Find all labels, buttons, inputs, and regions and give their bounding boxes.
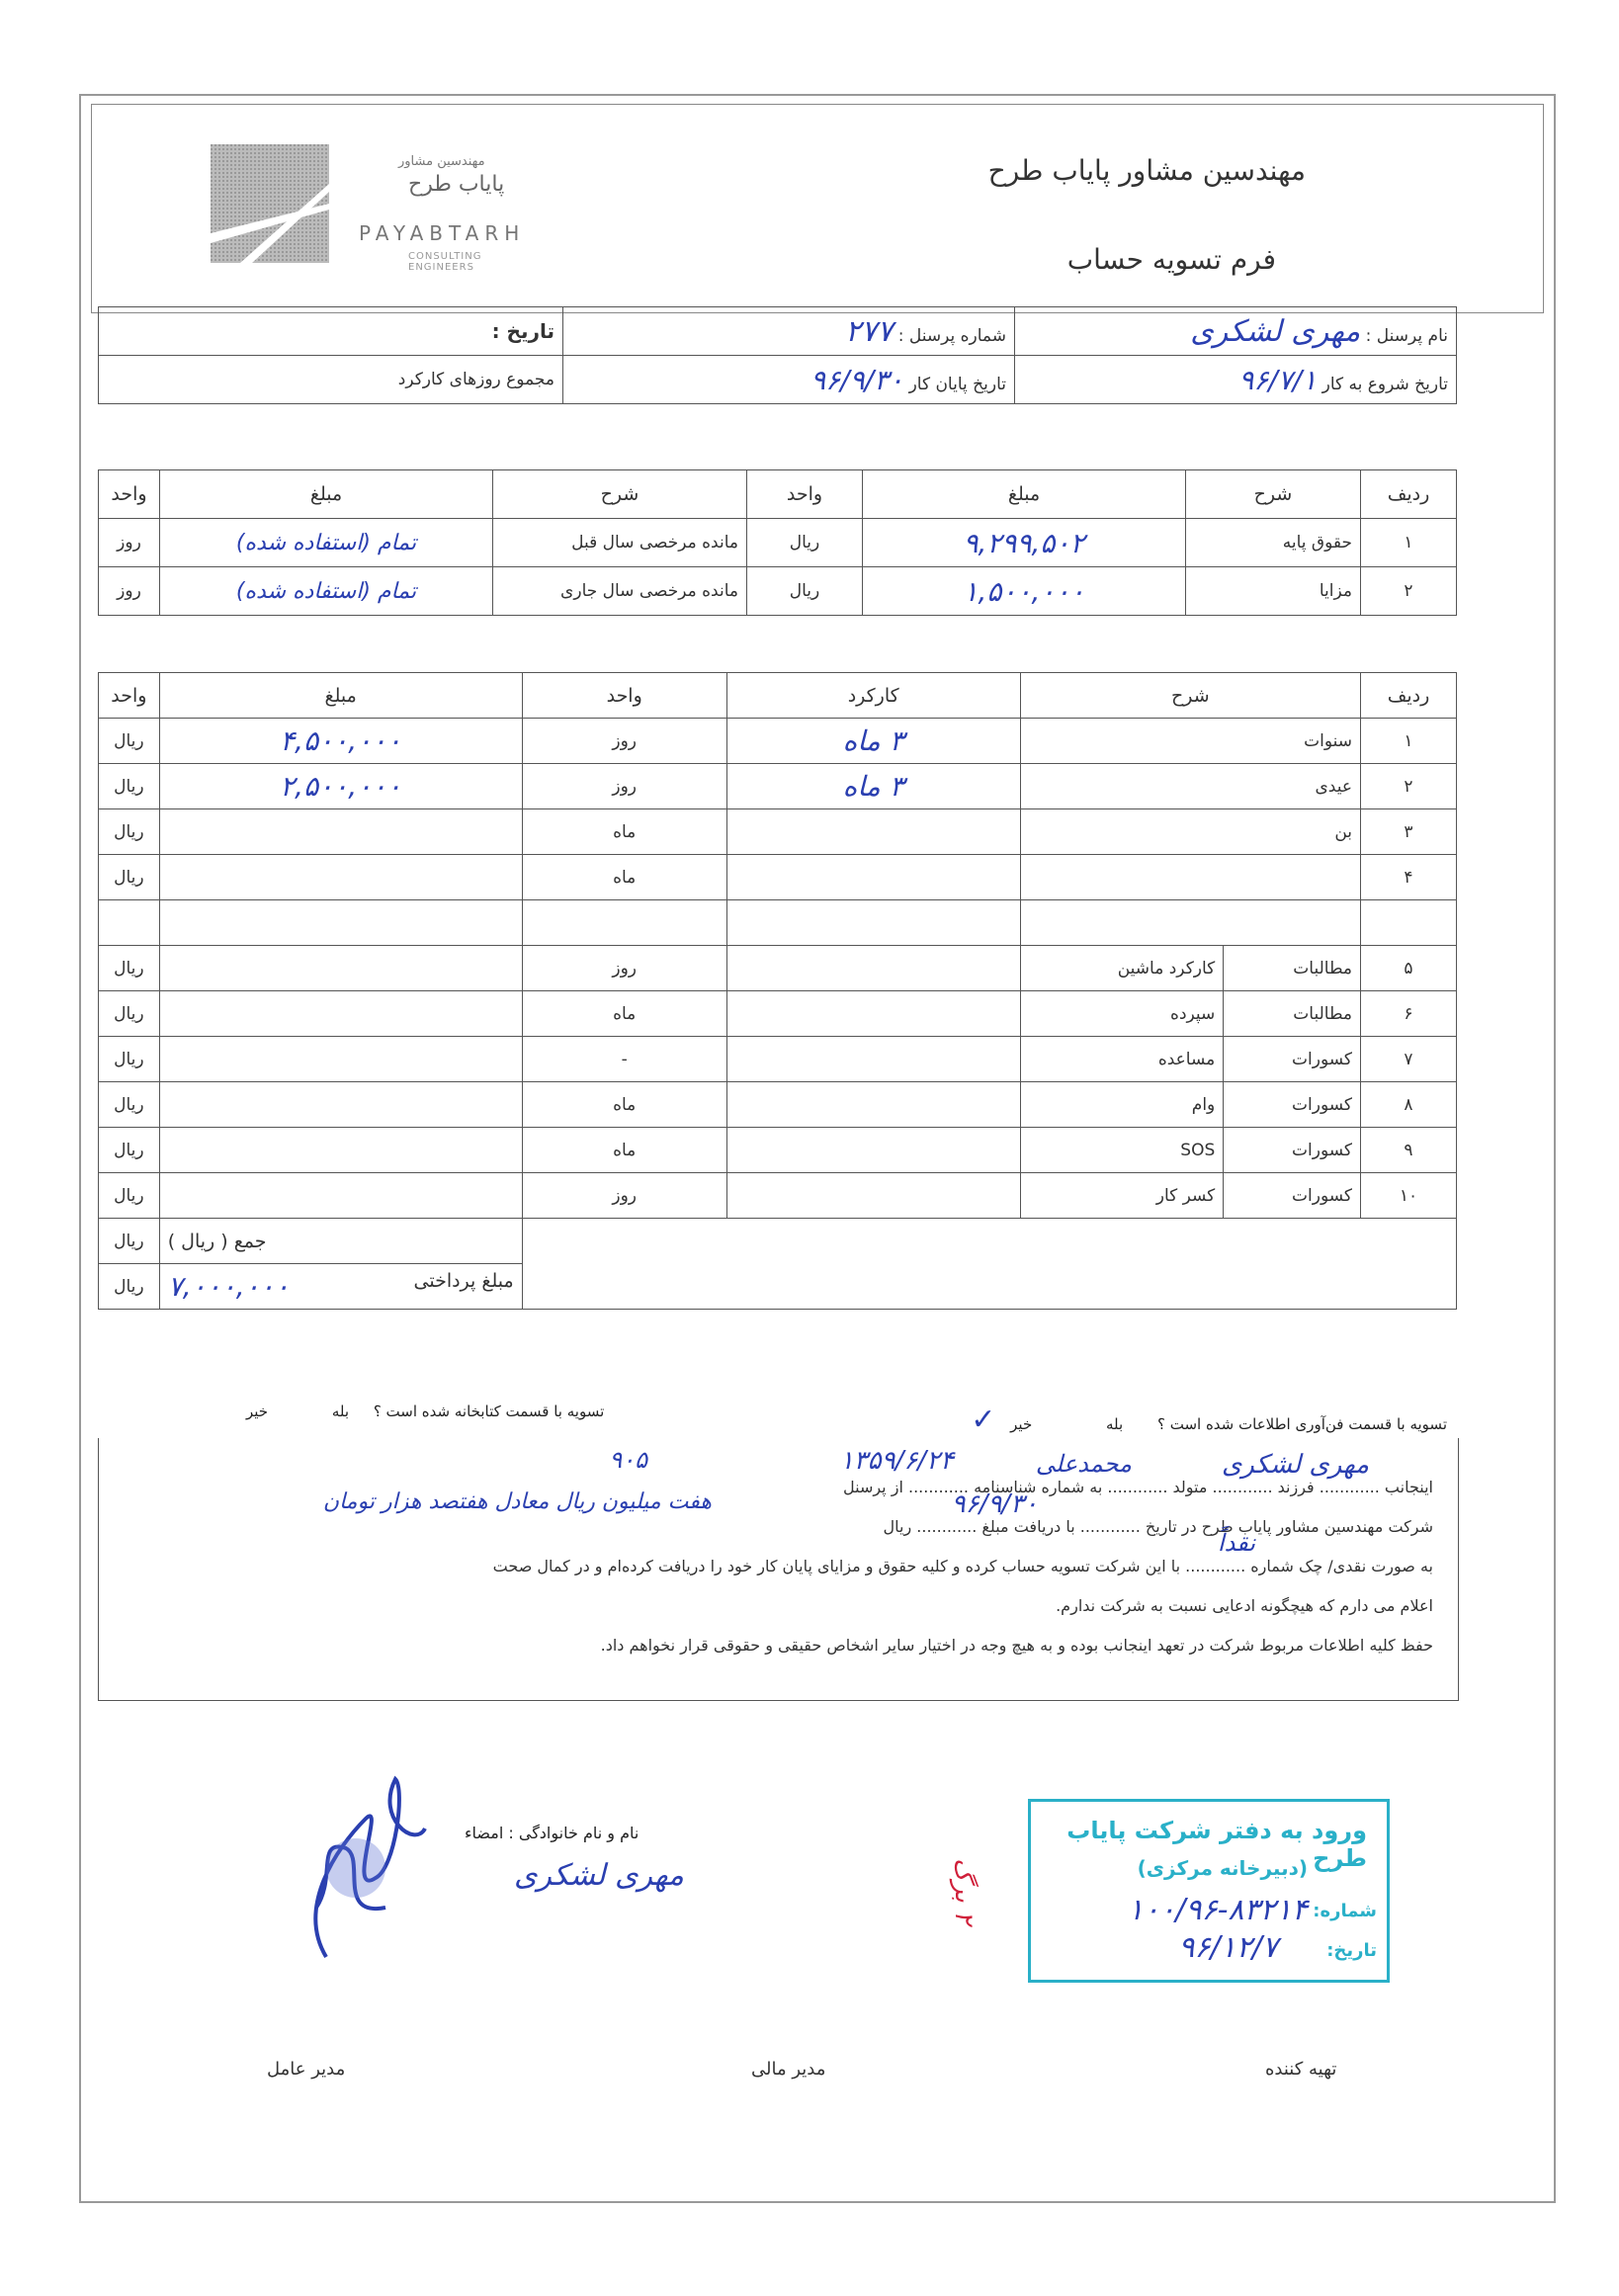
- library-yes[interactable]: بله: [331, 1403, 350, 1420]
- paid-cell: [159, 1264, 522, 1310]
- library-check: [246, 1403, 604, 1420]
- signature-icon: [277, 1759, 445, 1977]
- table-row: [99, 764, 1457, 809]
- row-unit2: ریال: [99, 719, 160, 764]
- hw-father: محمدعلی: [1035, 1450, 1132, 1478]
- hw-date: ۹۶/۹/۳۰: [951, 1489, 1038, 1519]
- row-amount: [159, 991, 522, 1037]
- row-unit: روز: [522, 764, 726, 809]
- row-unit: ریال: [747, 567, 863, 616]
- col-header: شرح: [1020, 673, 1360, 719]
- row-unit2: ریال: [99, 809, 160, 855]
- row-unit: روز: [522, 1173, 726, 1219]
- table-row: [99, 1128, 1457, 1173]
- row-unit: -: [522, 1037, 726, 1082]
- side-note: ۲ برگ: [949, 1858, 979, 1925]
- row-desc: وام: [1020, 1082, 1224, 1128]
- table-row: [99, 567, 1457, 616]
- date-cell: [99, 307, 563, 356]
- paid-label: مبلغ پرداختی: [413, 1270, 514, 1292]
- row-desc: عیدی: [1020, 764, 1360, 809]
- table-row: [99, 1037, 1457, 1082]
- end-date-cell: [563, 356, 1015, 404]
- row-no: ۴: [1361, 855, 1457, 900]
- library-no[interactable]: خیر: [246, 1403, 269, 1420]
- total-days-cell: [99, 356, 563, 404]
- form-title: فرم تسویه حساب: [1066, 243, 1276, 276]
- logo-mark-icon: [211, 144, 329, 263]
- col-header: واحد: [522, 673, 726, 719]
- row-unit: ماه: [522, 1128, 726, 1173]
- row-work: ۳ ماه: [726, 719, 1020, 764]
- form-header: [91, 104, 1544, 313]
- table-row: [99, 1173, 1457, 1219]
- row-amount: [159, 1037, 522, 1082]
- row-category: مطالبات: [1224, 946, 1361, 991]
- col-header: مبلغ: [160, 470, 493, 519]
- paid-value: ۷,۰۰۰,۰۰۰: [167, 1270, 290, 1303]
- row-amount: ۴,۵۰۰,۰۰۰: [159, 719, 522, 764]
- benefits-table: [98, 672, 1457, 1310]
- end-date-label: تاریخ پایان کار: [908, 374, 1006, 394]
- table-row: [99, 519, 1457, 567]
- row-unit: ماه: [522, 1082, 726, 1128]
- start-date-label: تاریخ شروع به کار: [1321, 374, 1448, 394]
- row-desc: کسر کار: [1020, 1173, 1224, 1219]
- start-date-cell: [1015, 356, 1457, 404]
- row-unit: ماه: [522, 855, 726, 900]
- row-unit2: ریال: [99, 764, 160, 809]
- row-work: [726, 946, 1020, 991]
- col-header: واحد: [747, 470, 863, 519]
- table-row: [99, 946, 1457, 991]
- stamp-date-label: تاریخ:: [1326, 1940, 1377, 1961]
- row-unit2: ریال: [99, 1082, 160, 1128]
- row-no: ۶: [1361, 991, 1457, 1037]
- col-header: واحد: [99, 470, 160, 519]
- row-no: ۱: [1361, 519, 1457, 567]
- decl-line-2: شرکت مهندسین مشاور پایاب طرح در تاریخ ............ با دریافت مبلغ ............ ریال: [883, 1517, 1433, 1536]
- decl-line-1: اینجانب ............ فرزند ............ متولد ............ به شماره شناسنامه ............ از پرسنل: [843, 1478, 1433, 1496]
- stamp-sub: (دبیرخانه مرکزی): [1137, 1856, 1308, 1880]
- row-category: کسورات: [1224, 1082, 1361, 1128]
- hw-idno: ۹۰۵: [609, 1446, 647, 1474]
- hw-amount: هفت میلیون ریال معادل هفتصد هزار تومان: [322, 1489, 712, 1514]
- col-header: واحد: [99, 673, 160, 719]
- stamp-title: ورود به دفتر شرکت پایاب طرح: [1066, 1817, 1367, 1872]
- col-header: مبلغ: [863, 470, 1186, 519]
- row-amount: [159, 900, 522, 946]
- table-row: [99, 719, 1457, 764]
- row-category: کسورات: [1224, 1173, 1361, 1219]
- row-unit: روز: [522, 719, 726, 764]
- row-no: ۷: [1361, 1037, 1457, 1082]
- row-desc: بن: [1020, 809, 1360, 855]
- row-unit: ماه: [522, 991, 726, 1037]
- personnel-no-value: ۲۷۷: [844, 313, 894, 349]
- row-category: کسورات: [1224, 1128, 1361, 1173]
- row-work: [726, 991, 1020, 1037]
- row-no: ۵: [1361, 946, 1457, 991]
- row-work: [726, 1037, 1020, 1082]
- row-work: [726, 900, 1020, 946]
- table-row: [99, 991, 1457, 1037]
- logo-fa: پایاب طرح: [408, 172, 505, 197]
- row-desc: حقوق پایه: [1186, 519, 1361, 567]
- row-work: [726, 855, 1020, 900]
- row-unit2: [99, 900, 160, 946]
- col-header: کارکرد: [726, 673, 1020, 719]
- footer-preparer: تهیه کننده: [1265, 2059, 1337, 2080]
- decl-line-4: اعلام می دارم که هیچگونه ادعایی نسبت به شرکت ندارم.: [1056, 1596, 1433, 1615]
- decl-line-5: حفظ کلیه اطلاعات مربوط شرکت در تعهد اینجانب بوده و به هیچ وجه در اختیار سایر اشخاص حقیقی و حقوقی قرار نخواهم داد.: [600, 1636, 1433, 1655]
- row-no: [1361, 900, 1457, 946]
- row-amount: [159, 1128, 522, 1173]
- logo-en: PAYABTARH: [359, 221, 526, 245]
- row-amount2: تمام (استفاده شده): [160, 519, 493, 567]
- row-work: [726, 1082, 1020, 1128]
- decl-line-3: به صورت نقدی/ چک شماره ............ با این شرکت تسویه حساب کرده و کلیه حقوق و مزایای پایان کار خود را دریافت کرده‌ام و در کمال صحت: [492, 1557, 1433, 1575]
- row-category: کسورات: [1224, 1037, 1361, 1082]
- salary-table: [98, 469, 1457, 616]
- row-amount: [159, 1082, 522, 1128]
- row-desc: مساعده: [1020, 1037, 1224, 1082]
- row-unit2: ریال: [99, 946, 160, 991]
- row-unit2: روز: [99, 519, 160, 567]
- col-header: شرح: [493, 470, 747, 519]
- row-no: ۹: [1361, 1128, 1457, 1173]
- row-work: [726, 1173, 1020, 1219]
- row-no: ۲: [1361, 567, 1457, 616]
- receipt-stamp: [1028, 1799, 1390, 1983]
- row-no: ۱: [1361, 719, 1457, 764]
- footer-ceo: مدیر عامل: [267, 2059, 346, 2080]
- row-unit2: ریال: [99, 1128, 160, 1173]
- signature-label: نام و نام خانوادگی : امضاء: [465, 1824, 639, 1842]
- table-row: [99, 1082, 1457, 1128]
- hw-birth: ۱۳۵۹/۶/۲۴: [839, 1446, 954, 1476]
- name-value: مهری لشکری: [1190, 313, 1361, 349]
- row-desc2: مانده مرخصی سال جاری: [493, 567, 747, 616]
- row-work: [726, 809, 1020, 855]
- end-date-value: ۹۶/۹/۳۰: [810, 363, 904, 396]
- personnel-no-cell: [563, 307, 1015, 356]
- col-header: شرح: [1186, 470, 1361, 519]
- checkmark-icon: ✓: [971, 1403, 996, 1437]
- row-unit: ماه: [522, 809, 726, 855]
- row-work: ۳ ماه: [726, 764, 1020, 809]
- stamp-date-value: ۹۶/۱۲/۷: [1178, 1930, 1278, 1965]
- row-no: ۱۰: [1361, 1173, 1457, 1219]
- stamp-number-value: ۱۰۰/۹۶-۸۳۲۱۴: [1127, 1893, 1308, 1927]
- row-amount: ۲,۵۰۰,۰۰۰: [159, 764, 522, 809]
- table-row: [99, 855, 1457, 900]
- total-days-label: مجموع روزهای کارکرد: [397, 370, 554, 389]
- row-unit2: روز: [99, 567, 160, 616]
- hw-name: مهری لشکری: [1221, 1450, 1369, 1480]
- row-desc2: مانده مرخصی سال قبل: [493, 519, 747, 567]
- settlement-checks: [98, 1389, 1457, 1438]
- row-amount: ۹,۲۹۹,۵۰۲: [863, 519, 1186, 567]
- row-unit: [522, 900, 726, 946]
- logo-en-sub: CONSULTING ENGINEERS: [408, 251, 482, 273]
- row-desc: [1020, 855, 1360, 900]
- info-table: [98, 306, 1457, 404]
- footer-finance: مدیر مالی: [751, 2059, 826, 2080]
- paid-row: [99, 1264, 1457, 1310]
- row-amount: [159, 855, 522, 900]
- table-row: [99, 900, 1457, 946]
- sum-label: جمع ( ریال ): [159, 1219, 522, 1264]
- row-amount: [159, 1173, 522, 1219]
- logo-fa-small: مهندسین مشاور: [398, 154, 485, 169]
- row-desc: مزایا: [1186, 567, 1361, 616]
- row-desc: سنوات: [1020, 719, 1360, 764]
- row-no: ۸: [1361, 1082, 1457, 1128]
- sum-unit: ریال: [99, 1219, 160, 1264]
- library-question: تسویه با قسمت کتابخانه شده است ؟: [373, 1403, 605, 1420]
- row-unit: ریال: [747, 519, 863, 567]
- row-desc: سپرده: [1020, 991, 1224, 1037]
- name-label: نام پرسنل :: [1365, 325, 1448, 346]
- table-row: [99, 809, 1457, 855]
- name-cell: [1015, 307, 1457, 356]
- it-no[interactable]: خیر: [1010, 1415, 1033, 1433]
- it-question: تسویه با قسمت فن‌آوری اطلاعات شده است ؟: [1156, 1415, 1447, 1433]
- row-work: [726, 1128, 1020, 1173]
- row-unit2: ریال: [99, 855, 160, 900]
- row-no: ۲: [1361, 764, 1457, 809]
- company-logo: [211, 144, 537, 273]
- row-no: ۳: [1361, 809, 1457, 855]
- declaration-box: [98, 1438, 1459, 1701]
- row-unit2: ریال: [99, 991, 160, 1037]
- row-amount: ۱,۵۰۰,۰۰۰: [863, 567, 1186, 616]
- col-header: مبلغ: [159, 673, 522, 719]
- row-desc: کارکرد ماشین: [1020, 946, 1224, 991]
- row-category: مطالبات: [1224, 991, 1361, 1037]
- row-unit2: ریال: [99, 1037, 160, 1082]
- hw-method: نقداً: [1217, 1529, 1255, 1557]
- start-date-value: ۹۶/۷/۱: [1238, 363, 1318, 396]
- col-header: ردیف: [1361, 470, 1457, 519]
- col-header: ردیف: [1361, 673, 1457, 719]
- salary-header-row: [99, 470, 1457, 519]
- row-unit2: ریال: [99, 1173, 160, 1219]
- row-desc: [1020, 900, 1360, 946]
- row-unit: روز: [522, 946, 726, 991]
- signature-name: مهری لشکری: [514, 1858, 684, 1893]
- row-amount: [159, 809, 522, 855]
- company-name: مهندسین مشاور پایاب طرح: [987, 154, 1306, 187]
- benefits-header-row: [99, 673, 1457, 719]
- date-label: تاریخ :: [491, 319, 554, 343]
- row-amount2: تمام (استفاده شده): [160, 567, 493, 616]
- stamp-number-label: شماره:: [1313, 1901, 1377, 1921]
- row-amount: [159, 946, 522, 991]
- sum-row: [99, 1219, 1457, 1264]
- it-yes[interactable]: بله: [1106, 1415, 1124, 1433]
- paid-unit: ریال: [99, 1264, 160, 1310]
- row-desc: SOS: [1020, 1128, 1224, 1173]
- it-check: [971, 1403, 1447, 1437]
- personnel-no-label: شماره پرسنل :: [897, 325, 1006, 346]
